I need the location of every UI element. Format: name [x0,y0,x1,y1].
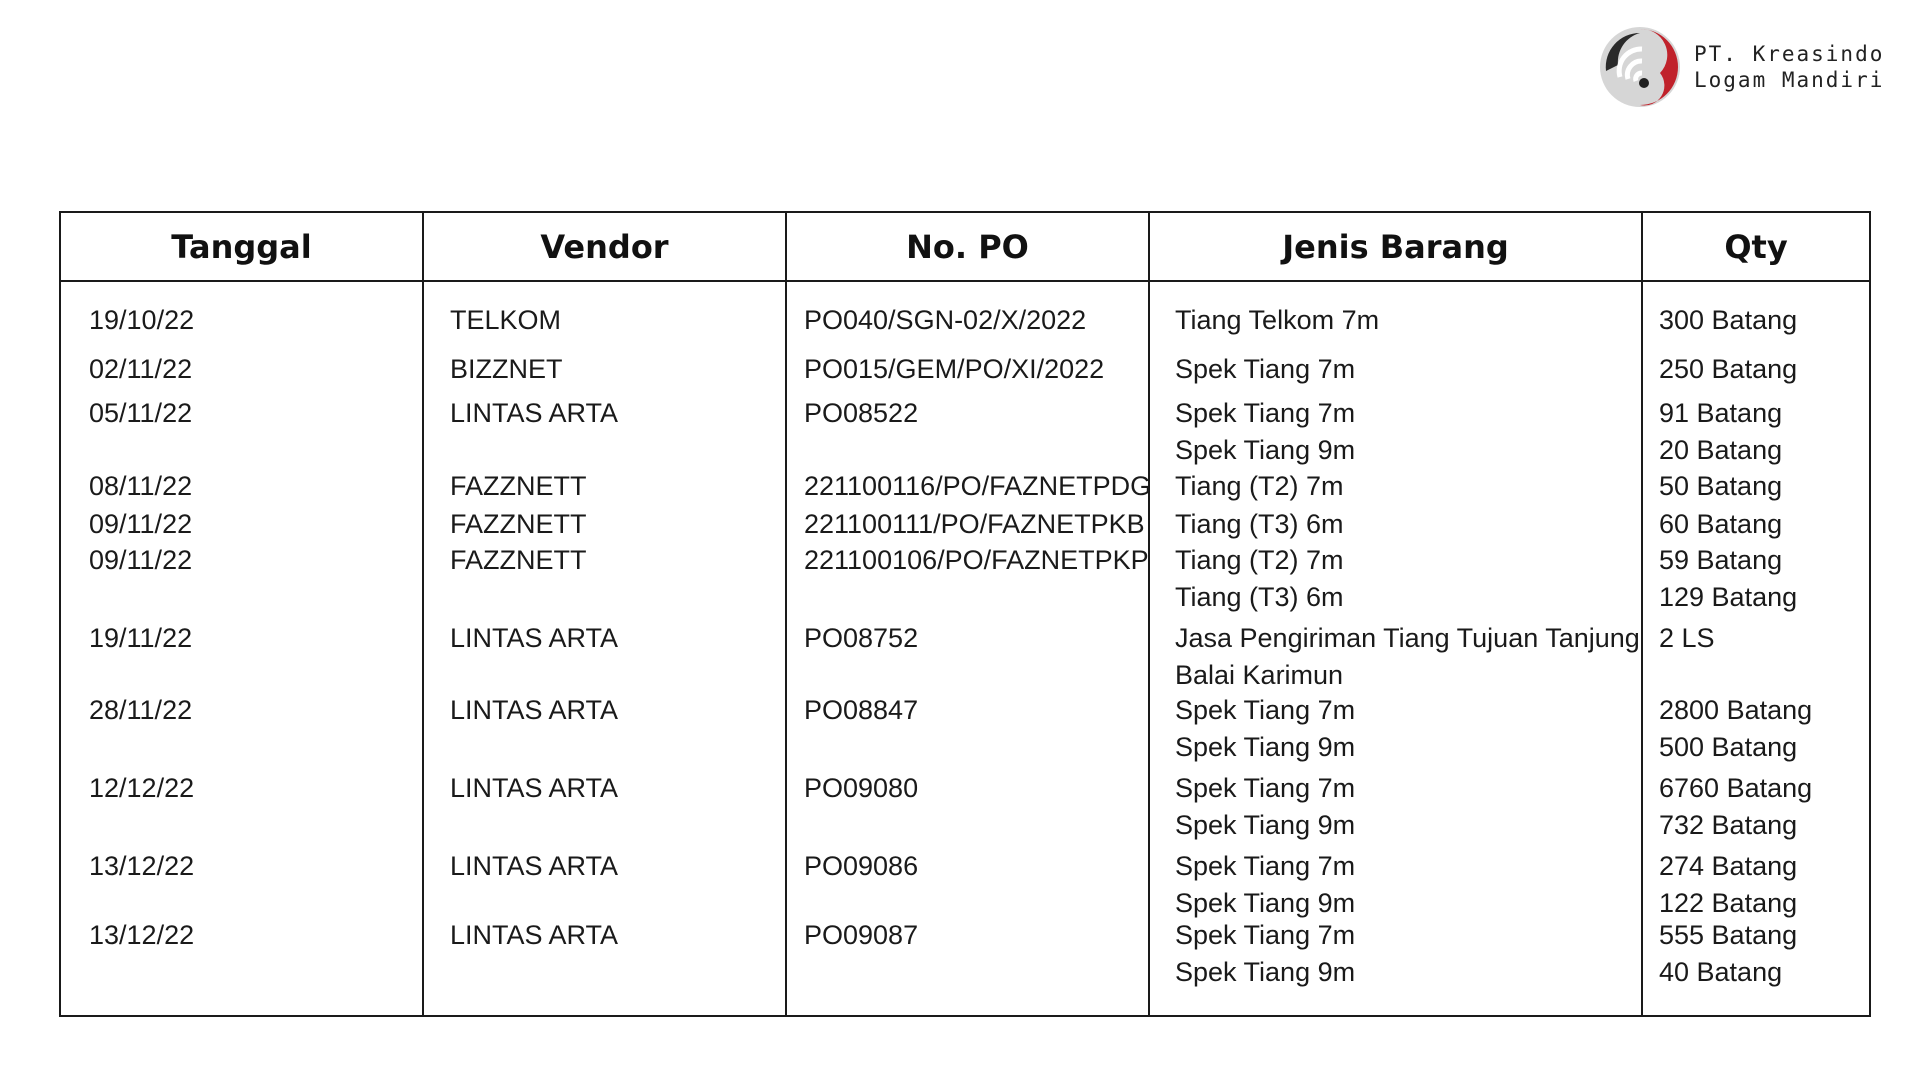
cell-jenis-barang: Balai Karimun [1175,660,1344,690]
cell-tanggal: 13/12/22 [89,851,195,881]
cell-vendor: LINTAS ARTA [450,623,619,653]
cell-tanggal: 02/11/22 [89,354,193,384]
cell-vendor: LINTAS ARTA [450,851,619,881]
cell-no-po: 221100116/PO/FAZNETPDG [804,471,1152,501]
cell-jenis-barang: Spek Tiang 9m [1175,435,1356,465]
cell-qty: 20 Batang [1659,435,1783,465]
cell-vendor: LINTAS ARTA [450,398,619,428]
cell-vendor: FAZZNETT [450,545,587,575]
cell-tanggal: 19/11/22 [89,623,193,653]
cell-jenis-barang: Tiang (T3) 6m [1175,582,1344,612]
cell-vendor: LINTAS ARTA [450,920,619,950]
cell-jenis-barang: Spek Tiang 7m [1175,773,1356,803]
cell-vendor: BIZZNET [450,354,563,384]
cell-no-po: PO015/GEM/PO/XI/2022 [804,354,1105,384]
header-no-po: No. PO [906,227,1029,266]
cell-tanggal: 09/11/22 [89,545,193,575]
cell-qty: 6760 Batang [1659,773,1813,803]
cell-vendor: LINTAS ARTA [450,773,619,803]
cell-qty: 300 Batang [1659,305,1798,335]
cell-qty: 60 Batang [1659,509,1783,539]
cell-jenis-barang: Spek Tiang 7m [1175,695,1356,725]
column-divider [1148,213,1150,1015]
cell-tanggal: 09/11/22 [89,509,193,539]
cell-no-po: PO09080 [804,773,919,803]
header-qty: Qty [1724,227,1788,266]
header-divider [61,280,1869,282]
company-name [1694,41,1884,93]
cell-tanggal: 12/12/22 [89,773,195,803]
cell-no-po: PO08847 [804,695,919,725]
cell-qty: 732 Batang [1659,810,1798,840]
cell-jenis-barang: Spek Tiang 7m [1175,920,1356,950]
cell-tanggal: 08/11/22 [89,471,193,501]
cell-qty: 91 Batang [1659,398,1783,428]
cell-jenis-barang: Tiang Telkom 7m [1175,305,1380,335]
cell-jenis-barang: Jasa Pengiriman Tiang Tujuan Tanjung [1175,623,1640,653]
column-divider [785,213,787,1015]
cell-jenis-barang: Spek Tiang 9m [1175,732,1356,762]
header-tanggal: Tanggal [171,227,312,266]
column-divider [422,213,424,1015]
cell-jenis-barang: Spek Tiang 9m [1175,810,1356,840]
cell-vendor: FAZZNETT [450,471,587,501]
cell-tanggal: 13/12/22 [89,920,195,950]
cell-qty: 129 Batang [1659,582,1798,612]
cell-tanggal: 28/11/22 [89,695,193,725]
column-divider [1641,213,1643,1015]
company-logo [1598,22,1888,112]
company-name-line1: PT. Kreasindo [1694,42,1885,66]
po-table [59,211,1871,1017]
cell-no-po: PO09087 [804,920,919,950]
cell-no-po: 221100111/PO/FAZNETPKB [804,509,1145,539]
cell-no-po: PO09086 [804,851,919,881]
cell-no-po: PO08752 [804,623,919,653]
cell-qty: 122 Batang [1659,888,1798,918]
cell-qty: 500 Batang [1659,732,1798,762]
cell-jenis-barang: Tiang (T2) 7m [1175,471,1344,501]
company-logo-icon [1598,25,1682,109]
cell-vendor: LINTAS ARTA [450,695,619,725]
cell-qty: 59 Batang [1659,545,1783,575]
cell-no-po: PO08522 [804,398,919,428]
cell-tanggal: 05/11/22 [89,398,193,428]
cell-qty: 2 LS [1659,623,1715,653]
cell-qty: 555 Batang [1659,920,1798,950]
cell-qty: 40 Batang [1659,957,1783,987]
cell-qty: 50 Batang [1659,471,1783,501]
cell-qty: 250 Batang [1659,354,1798,384]
cell-vendor: TELKOM [450,305,562,335]
cell-vendor: FAZZNETT [450,509,587,539]
header-vendor: Vendor [540,227,669,266]
company-name-line2: Logam Mandiri [1694,68,1885,92]
cell-jenis-barang: Spek Tiang 7m [1175,398,1356,428]
cell-no-po: 221100106/PO/FAZNETPKP [804,545,1149,575]
cell-qty: 274 Batang [1659,851,1798,881]
cell-jenis-barang: Spek Tiang 9m [1175,888,1356,918]
header-jenis-barang: Jenis Barang [1282,227,1509,266]
cell-jenis-barang: Spek Tiang 7m [1175,851,1356,881]
cell-qty: 2800 Batang [1659,695,1813,725]
cell-jenis-barang: Spek Tiang 9m [1175,957,1356,987]
cell-jenis-barang: Spek Tiang 7m [1175,354,1356,384]
cell-no-po: PO040/SGN-02/X/2022 [804,305,1087,335]
cell-tanggal: 19/10/22 [89,305,195,335]
cell-jenis-barang: Tiang (T3) 6m [1175,509,1344,539]
cell-jenis-barang: Tiang (T2) 7m [1175,545,1344,575]
